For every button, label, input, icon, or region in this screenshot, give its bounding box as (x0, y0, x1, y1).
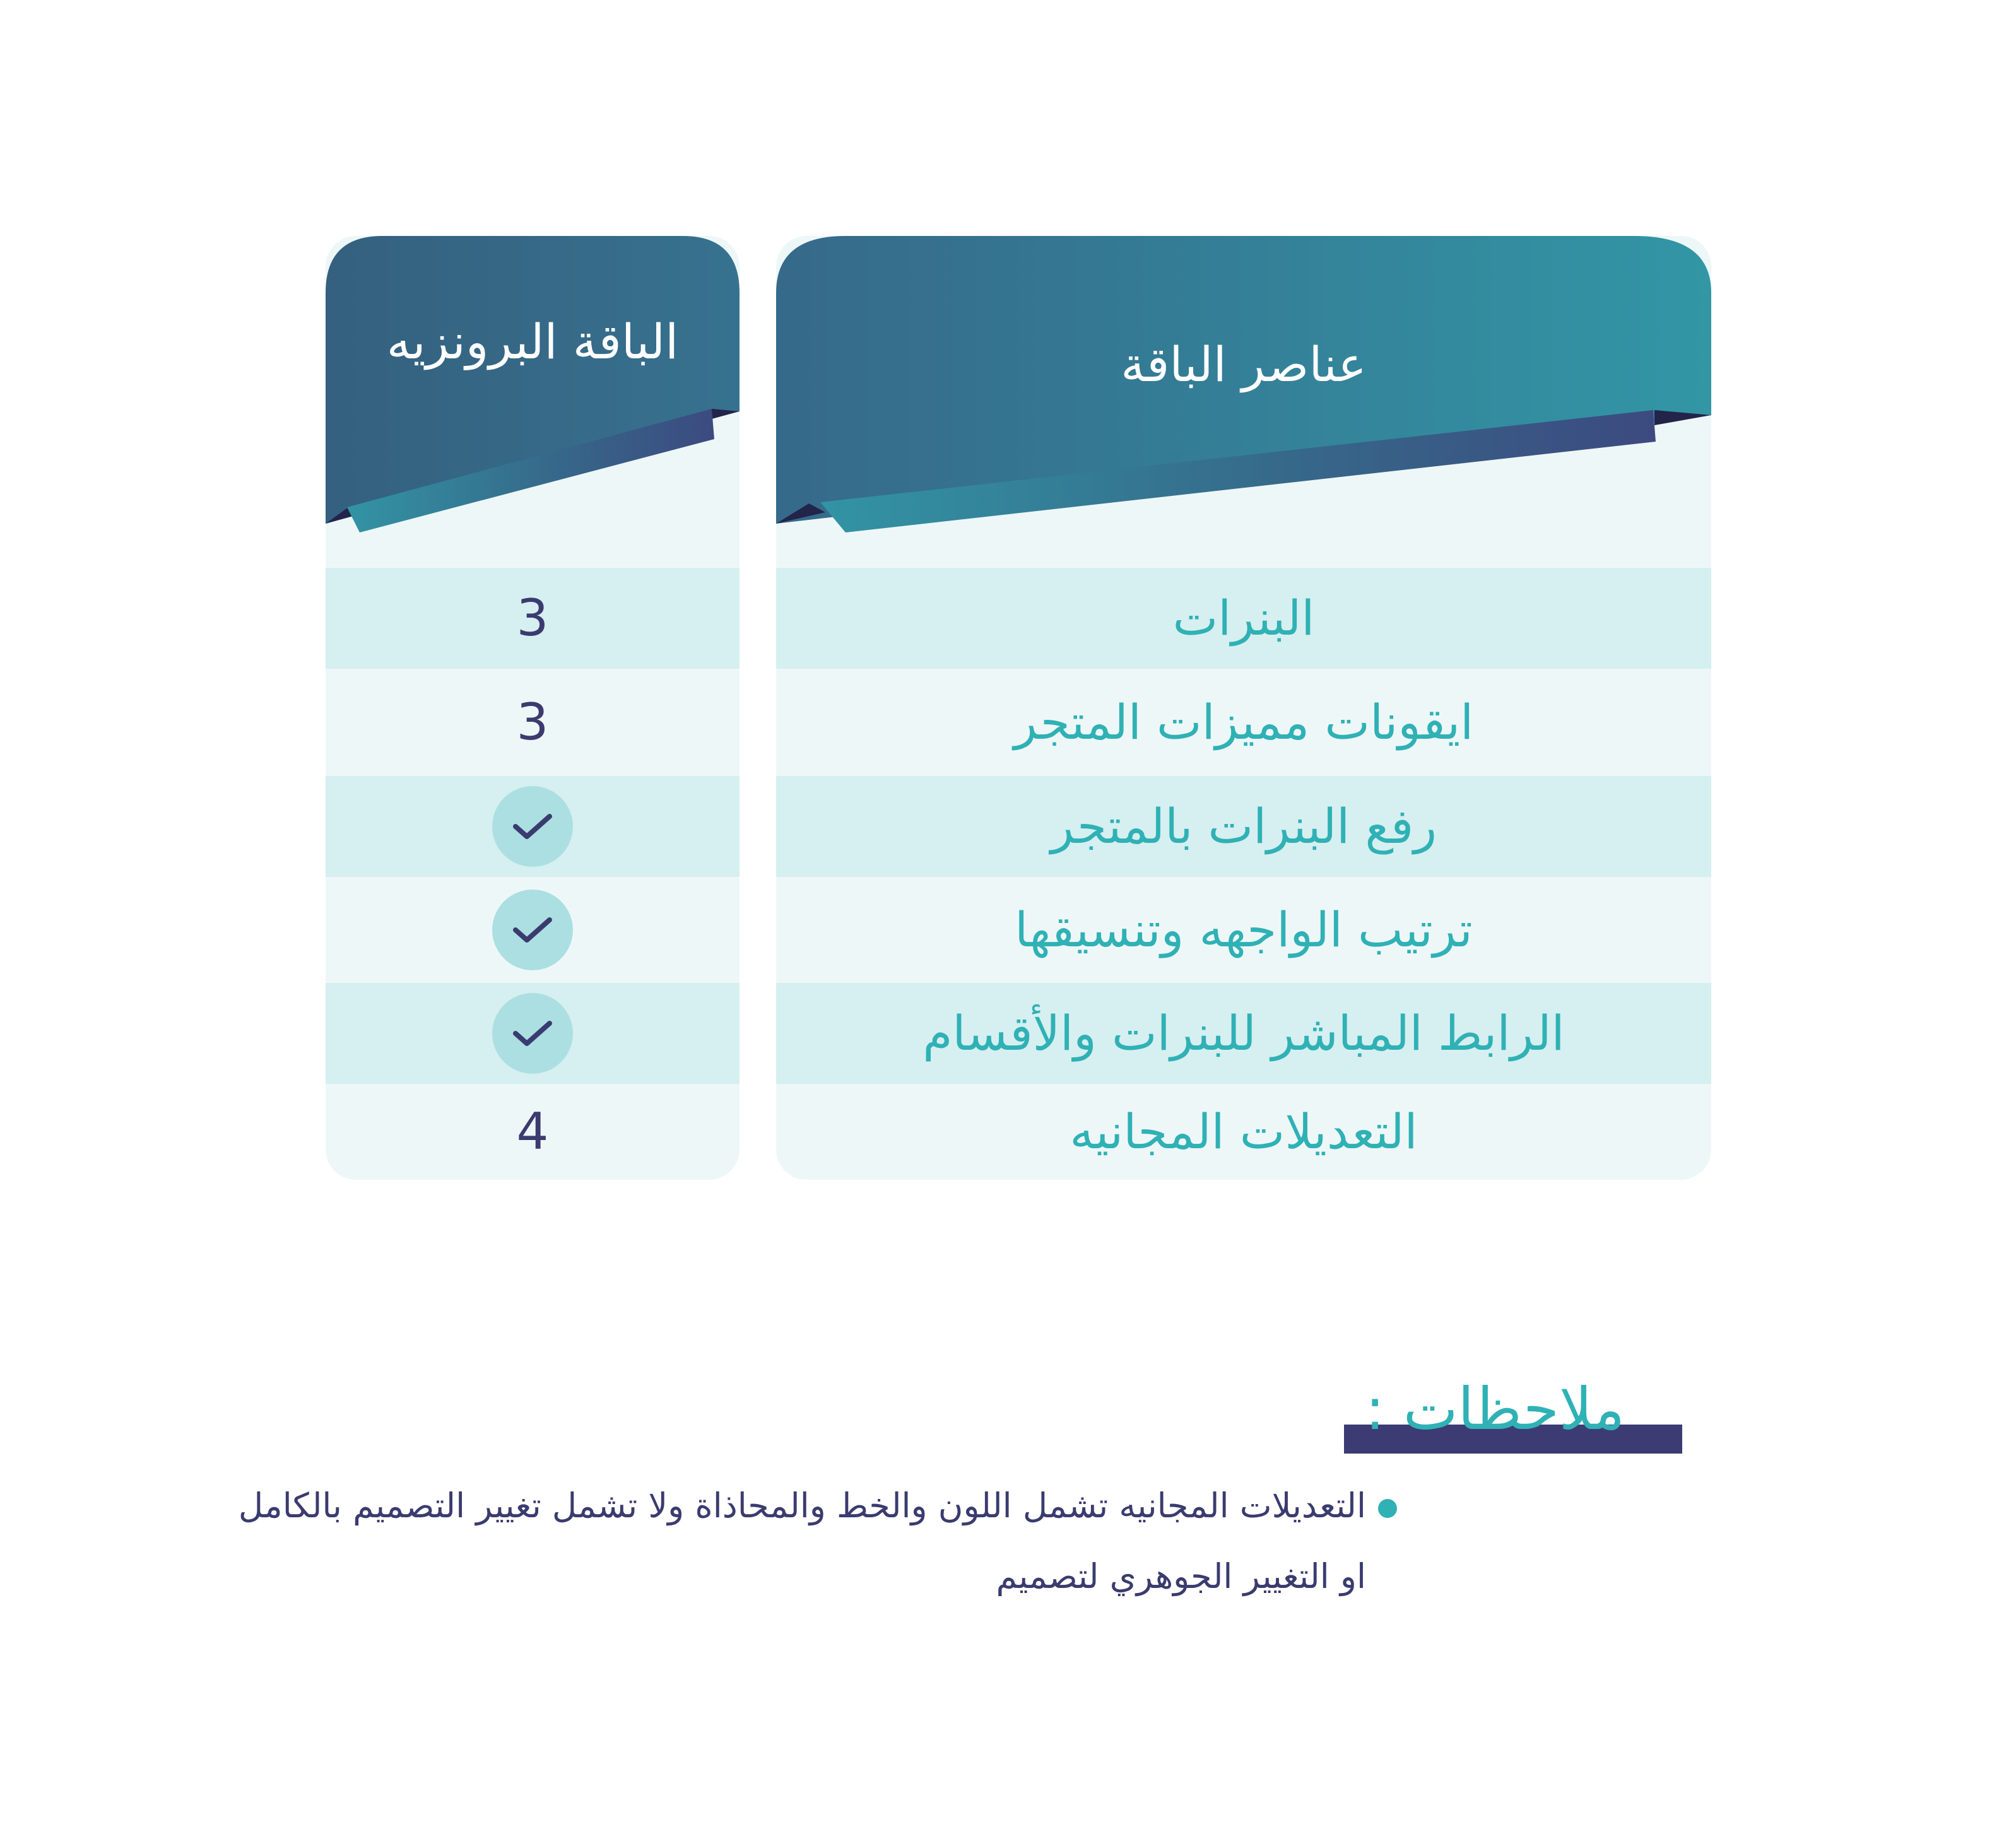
bronze-header-ribbon (326, 236, 740, 564)
feature-label: ايقونات مميزات المتجر (1013, 694, 1474, 750)
feature-row (776, 877, 1711, 983)
feature-row (776, 669, 1711, 776)
feature-row (776, 776, 1711, 877)
bullet-dot-icon (1378, 1499, 1397, 1518)
check-icon (510, 914, 555, 946)
features-header (776, 236, 1711, 564)
feature-label: الرابط المباشر للبنرات والأقسام (923, 1005, 1565, 1061)
check-icon (510, 1017, 555, 1050)
features-header-ribbon (776, 236, 1711, 564)
note-line: التعديلات المجانيه تشمل اللون والخط والمحاذاة ولا تشمل تغيير التصميم بالكامل (238, 1486, 1366, 1525)
feature-label: التعديلات المجانيه (1070, 1103, 1418, 1160)
bronze-header (326, 236, 740, 564)
package-value: 4 (516, 1102, 549, 1161)
feature-row (776, 1084, 1711, 1180)
features-header-title: عناصر الباقة (1121, 336, 1367, 392)
package-row (326, 1084, 740, 1180)
feature-label: رفع البنرات بالمتجر (1051, 798, 1437, 854)
package-row (326, 568, 740, 669)
package-value: 3 (516, 589, 549, 647)
package-value: 3 (516, 693, 549, 751)
feature-row (776, 983, 1711, 1084)
feature-label: البنرات (1172, 590, 1315, 646)
check-badge (492, 993, 573, 1074)
package-row (326, 877, 740, 983)
check-badge (492, 890, 573, 970)
package-row (326, 983, 740, 1084)
note-line: او التغيير الجوهري لتصميم (996, 1556, 1366, 1596)
notes-title: ملاحظات : (1365, 1375, 1625, 1443)
check-icon (510, 810, 555, 843)
features-card (776, 236, 1711, 1180)
package-row (326, 669, 740, 776)
feature-row (776, 568, 1711, 669)
feature-label: ترتيب الواجهه وتنسيقها (1015, 902, 1473, 958)
check-badge (492, 786, 573, 867)
package-row (326, 776, 740, 877)
bronze-package-card (326, 236, 740, 1180)
bronze-header-title: الباقة البرونزيه (386, 314, 679, 370)
